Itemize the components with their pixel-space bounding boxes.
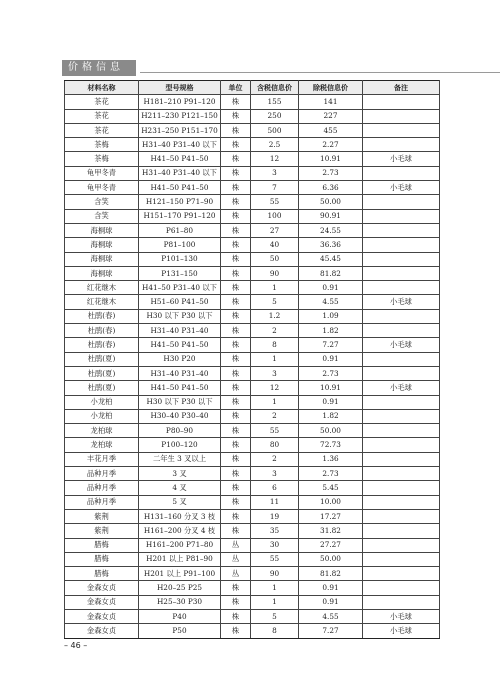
cell-price-with-tax: 1.2: [251, 309, 299, 323]
cell-remark: 小毛球: [363, 381, 440, 395]
cell-remark: [363, 409, 440, 423]
cell-price-with-tax: 90: [251, 266, 299, 280]
cell-spec: P81–100: [139, 238, 221, 252]
table-row: [65, 166, 440, 180]
cell-remark: [363, 266, 440, 280]
cell-spec: H30–40 P30–40: [139, 409, 221, 423]
cell-material-name: 杜鹃(夏): [65, 366, 139, 380]
cell-unit: 株: [221, 595, 251, 609]
cell-price-with-tax: 40: [251, 238, 299, 252]
cell-price-with-tax: 2: [251, 324, 299, 338]
cell-material-name: 金森女贞: [65, 609, 139, 623]
cell-price-without-tax: 50.00: [299, 195, 363, 209]
cell-spec: H30 以下 P30 以下: [139, 309, 221, 323]
table-header-row: [65, 81, 440, 95]
cell-spec: 二年生 3 叉以上: [139, 452, 221, 466]
table-row: [65, 266, 440, 280]
cell-material-name: 含笑: [65, 209, 139, 223]
table-row: [65, 424, 440, 438]
cell-price-without-tax: 0.91: [299, 595, 363, 609]
cell-unit: 株: [221, 366, 251, 380]
cell-spec: 4 叉: [139, 481, 221, 495]
cell-spec: 3 叉: [139, 467, 221, 481]
table-row: [65, 366, 440, 380]
cell-material-name: 紫荆: [65, 524, 139, 538]
cell-price-with-tax: 500: [251, 123, 299, 137]
cell-price-with-tax: 1: [251, 581, 299, 595]
cell-price-with-tax: 8: [251, 338, 299, 352]
table-row: [65, 409, 440, 423]
cell-price-with-tax: 7: [251, 181, 299, 195]
cell-unit: 株: [221, 152, 251, 166]
cell-remark: [363, 352, 440, 366]
table-row: [65, 223, 440, 237]
table-row: [65, 252, 440, 266]
cell-spec: P80–90: [139, 424, 221, 438]
table-row: [65, 195, 440, 209]
table-row: [65, 452, 440, 466]
cell-price-without-tax: 5.45: [299, 481, 363, 495]
cell-material-name: 品种月季: [65, 481, 139, 495]
cell-remark: 小毛球: [363, 295, 440, 309]
table-row: [65, 309, 440, 323]
cell-spec: H201 以上 P81–90: [139, 552, 221, 566]
cell-unit: 株: [221, 209, 251, 223]
cell-remark: [363, 209, 440, 223]
cell-material-name: 红花继木: [65, 295, 139, 309]
cell-spec: H201 以上 P91–100: [139, 567, 221, 581]
table-row: [65, 581, 440, 595]
cell-price-with-tax: 2: [251, 409, 299, 423]
cell-unit: 株: [221, 281, 251, 295]
cell-spec: H41–50 P41–50: [139, 152, 221, 166]
cell-spec: H211–230 P121–150: [139, 109, 221, 123]
cell-remark: [363, 238, 440, 252]
cell-remark: [363, 123, 440, 137]
cell-remark: [363, 395, 440, 409]
table-row: [65, 209, 440, 223]
cell-unit: 株: [221, 395, 251, 409]
cell-unit: 丛: [221, 567, 251, 581]
cell-price-without-tax: 10.00: [299, 495, 363, 509]
header-unit: 单位: [221, 81, 251, 95]
table-row: [65, 324, 440, 338]
cell-price-with-tax: 90: [251, 567, 299, 581]
table-row: [65, 281, 440, 295]
cell-remark: [363, 509, 440, 523]
table-row: [65, 495, 440, 509]
cell-price-without-tax: 31.82: [299, 524, 363, 538]
cell-unit: 株: [221, 338, 251, 352]
cell-spec: H181–210 P91–120: [139, 95, 221, 109]
table-row: [65, 567, 440, 581]
header-price-without-tax: 除税信息价: [299, 81, 363, 95]
cell-unit: 株: [221, 381, 251, 395]
cell-spec: H31–40 P31–40 以下: [139, 166, 221, 180]
cell-price-without-tax: 7.27: [299, 624, 363, 638]
cell-price-with-tax: 35: [251, 524, 299, 538]
page-number: – 46 –: [64, 641, 88, 650]
cell-material-name: 龟甲冬青: [65, 166, 139, 180]
header-remark: 备注: [363, 81, 440, 95]
cell-price-with-tax: 2.5: [251, 138, 299, 152]
table-row: [65, 138, 440, 152]
cell-remark: [363, 552, 440, 566]
cell-price-with-tax: 2: [251, 452, 299, 466]
cell-remark: [363, 424, 440, 438]
table-row: [65, 524, 440, 538]
cell-material-name: 茶花: [65, 123, 139, 137]
table-row: [65, 152, 440, 166]
cell-remark: [363, 467, 440, 481]
cell-remark: [363, 166, 440, 180]
cell-spec: H121–150 P71–90: [139, 195, 221, 209]
cell-price-without-tax: 17.27: [299, 509, 363, 523]
cell-remark: [363, 524, 440, 538]
table-row: [65, 352, 440, 366]
cell-material-name: 紫荆: [65, 509, 139, 523]
cell-material-name: 品种月季: [65, 467, 139, 481]
header-material-name: 材料名称: [65, 81, 139, 95]
cell-price-without-tax: 455: [299, 123, 363, 137]
cell-remark: [363, 481, 440, 495]
table-row: [65, 238, 440, 252]
cell-remark: [363, 538, 440, 552]
cell-price-with-tax: 11: [251, 495, 299, 509]
table-row: [65, 181, 440, 195]
cell-spec: H41–50 P31–40 以下: [139, 281, 221, 295]
cell-unit: 株: [221, 266, 251, 280]
cell-unit: 株: [221, 624, 251, 638]
cell-spec: H31–40 P31–40: [139, 324, 221, 338]
cell-price-without-tax: 0.91: [299, 395, 363, 409]
cell-material-name: 海桐球: [65, 266, 139, 280]
cell-spec: H30 P20: [139, 352, 221, 366]
cell-spec: H161–200 P71–80: [139, 538, 221, 552]
cell-unit: 株: [221, 524, 251, 538]
table-row: [65, 338, 440, 352]
cell-price-with-tax: 12: [251, 381, 299, 395]
section-header: [62, 60, 442, 80]
cell-price-with-tax: 250: [251, 109, 299, 123]
cell-price-without-tax: 90.91: [299, 209, 363, 223]
cell-remark: [363, 438, 440, 452]
cell-remark: [363, 138, 440, 152]
cell-spec: H31–40 P31–40 以下: [139, 138, 221, 152]
table-row: [65, 609, 440, 623]
cell-remark: [363, 195, 440, 209]
table-row: [65, 509, 440, 523]
cell-spec: 5 叉: [139, 495, 221, 509]
cell-remark: [363, 95, 440, 109]
cell-material-name: 腊梅: [65, 552, 139, 566]
cell-price-with-tax: 1: [251, 281, 299, 295]
cell-unit: 株: [221, 581, 251, 595]
cell-price-without-tax: 10.91: [299, 381, 363, 395]
cell-material-name: 海桐球: [65, 238, 139, 252]
cell-material-name: 茶花: [65, 95, 139, 109]
cell-remark: [363, 567, 440, 581]
cell-price-with-tax: 27: [251, 223, 299, 237]
cell-price-with-tax: 1: [251, 595, 299, 609]
cell-price-without-tax: 2.73: [299, 467, 363, 481]
cell-unit: 株: [221, 495, 251, 509]
cell-remark: [363, 595, 440, 609]
cell-unit: 株: [221, 295, 251, 309]
cell-unit: 株: [221, 223, 251, 237]
cell-unit: 株: [221, 123, 251, 137]
cell-unit: 株: [221, 438, 251, 452]
cell-unit: 株: [221, 195, 251, 209]
cell-material-name: 海桐球: [65, 223, 139, 237]
cell-spec: H231–250 P151–170: [139, 123, 221, 137]
cell-unit: 株: [221, 324, 251, 338]
cell-price-with-tax: 30: [251, 538, 299, 552]
cell-material-name: 杜鹃(春): [65, 309, 139, 323]
cell-unit: 株: [221, 252, 251, 266]
cell-price-without-tax: 50.00: [299, 424, 363, 438]
cell-remark: 小毛球: [363, 624, 440, 638]
table-row: [65, 381, 440, 395]
cell-price-with-tax: 55: [251, 552, 299, 566]
cell-unit: 株: [221, 238, 251, 252]
cell-unit: 株: [221, 452, 251, 466]
cell-spec: P61–80: [139, 223, 221, 237]
cell-spec: H41–50 P41–50: [139, 181, 221, 195]
cell-price-without-tax: 0.91: [299, 281, 363, 295]
cell-unit: 株: [221, 95, 251, 109]
cell-unit: 株: [221, 352, 251, 366]
cell-price-with-tax: 1: [251, 352, 299, 366]
cell-spec: P40: [139, 609, 221, 623]
cell-material-name: 腊梅: [65, 538, 139, 552]
cell-remark: 小毛球: [363, 181, 440, 195]
cell-spec: P100–120: [139, 438, 221, 452]
cell-remark: [363, 281, 440, 295]
cell-material-name: 金森女贞: [65, 581, 139, 595]
cell-price-with-tax: 6: [251, 481, 299, 495]
table-row: [65, 595, 440, 609]
cell-remark: [363, 223, 440, 237]
table-row: [65, 481, 440, 495]
cell-price-with-tax: 1: [251, 395, 299, 409]
cell-unit: 丛: [221, 538, 251, 552]
cell-material-name: 海桐球: [65, 252, 139, 266]
cell-price-without-tax: 81.82: [299, 567, 363, 581]
cell-price-with-tax: 100: [251, 209, 299, 223]
cell-material-name: 腊梅: [65, 567, 139, 581]
header-price-with-tax: 含税信息价: [251, 81, 299, 95]
cell-material-name: 杜鹃(夏): [65, 352, 139, 366]
table-row: [65, 538, 440, 552]
cell-spec: H131–160 分叉 3 枝: [139, 509, 221, 523]
table-row: [65, 552, 440, 566]
cell-material-name: 茶梅: [65, 138, 139, 152]
table-row: [65, 123, 440, 137]
price-table: [64, 80, 440, 639]
table-row: [65, 395, 440, 409]
cell-material-name: 龟甲冬青: [65, 181, 139, 195]
cell-remark: 小毛球: [363, 152, 440, 166]
cell-material-name: 茶花: [65, 109, 139, 123]
cell-unit: 株: [221, 609, 251, 623]
cell-price-with-tax: 55: [251, 195, 299, 209]
cell-remark: [363, 309, 440, 323]
cell-remark: [363, 324, 440, 338]
cell-remark: [363, 452, 440, 466]
cell-price-with-tax: 50: [251, 252, 299, 266]
cell-price-with-tax: 3: [251, 467, 299, 481]
cell-material-name: 金森女贞: [65, 624, 139, 638]
cell-spec: H20–25 P25: [139, 581, 221, 595]
cell-material-name: 杜鹃(春): [65, 324, 139, 338]
cell-material-name: 杜鹃(春): [65, 338, 139, 352]
cell-price-without-tax: 4.55: [299, 609, 363, 623]
cell-remark: 小毛球: [363, 609, 440, 623]
cell-price-without-tax: 24.55: [299, 223, 363, 237]
cell-price-with-tax: 3: [251, 166, 299, 180]
cell-material-name: 红花继木: [65, 281, 139, 295]
cell-material-name: 丰花月季: [65, 452, 139, 466]
cell-price-without-tax: 227: [299, 109, 363, 123]
cell-spec: H25–30 P30: [139, 595, 221, 609]
cell-price-without-tax: 50.00: [299, 552, 363, 566]
cell-remark: [363, 252, 440, 266]
cell-spec: H151–170 P91–120: [139, 209, 221, 223]
cell-price-with-tax: 155: [251, 95, 299, 109]
cell-price-without-tax: 1.82: [299, 409, 363, 423]
table-row: [65, 438, 440, 452]
cell-price-without-tax: 1.36: [299, 452, 363, 466]
cell-price-without-tax: 45.45: [299, 252, 363, 266]
cell-price-without-tax: 1.82: [299, 324, 363, 338]
cell-price-with-tax: 8: [251, 624, 299, 638]
cell-spec: H51–60 P41–50: [139, 295, 221, 309]
cell-material-name: 品种月季: [65, 495, 139, 509]
cell-unit: 株: [221, 109, 251, 123]
cell-price-with-tax: 80: [251, 438, 299, 452]
cell-unit: 株: [221, 409, 251, 423]
cell-price-with-tax: 5: [251, 295, 299, 309]
cell-spec: H41–50 P41–50: [139, 338, 221, 352]
table-row: [65, 109, 440, 123]
header-spec: 型号规格: [139, 81, 221, 95]
cell-price-without-tax: 2.73: [299, 366, 363, 380]
cell-unit: 株: [221, 181, 251, 195]
cell-price-without-tax: 36.36: [299, 238, 363, 252]
cell-price-with-tax: 3: [251, 366, 299, 380]
cell-material-name: 含笑: [65, 195, 139, 209]
cell-spec: H30 以下 P30 以下: [139, 395, 221, 409]
cell-price-without-tax: 4.55: [299, 295, 363, 309]
cell-unit: 株: [221, 467, 251, 481]
table-row: [65, 624, 440, 638]
cell-price-without-tax: 7.27: [299, 338, 363, 352]
cell-price-with-tax: 5: [251, 609, 299, 623]
cell-price-without-tax: 10.91: [299, 152, 363, 166]
cell-material-name: 茶梅: [65, 152, 139, 166]
cell-material-name: 金森女贞: [65, 595, 139, 609]
cell-spec: P50: [139, 624, 221, 638]
cell-material-name: 龙柏球: [65, 424, 139, 438]
cell-material-name: 小龙柏: [65, 409, 139, 423]
cell-spec: H31–40 P31–40: [139, 366, 221, 380]
table-row: [65, 95, 440, 109]
cell-spec: H161–200 分叉 4 枝: [139, 524, 221, 538]
cell-unit: 株: [221, 138, 251, 152]
cell-price-without-tax: 72.73: [299, 438, 363, 452]
cell-price-without-tax: 0.91: [299, 581, 363, 595]
cell-price-without-tax: 27.27: [299, 538, 363, 552]
cell-remark: 小毛球: [363, 338, 440, 352]
cell-price-with-tax: 55: [251, 424, 299, 438]
cell-price-with-tax: 12: [251, 152, 299, 166]
cell-remark: [363, 109, 440, 123]
section-title: 价格信息: [62, 60, 136, 76]
cell-unit: 株: [221, 166, 251, 180]
cell-spec: P131–150: [139, 266, 221, 280]
cell-price-without-tax: 81.82: [299, 266, 363, 280]
section-divider: [140, 72, 500, 73]
table-row: [65, 295, 440, 309]
cell-price-with-tax: 19: [251, 509, 299, 523]
cell-unit: 株: [221, 509, 251, 523]
cell-price-without-tax: 141: [299, 95, 363, 109]
table-row: [65, 467, 440, 481]
cell-remark: [363, 366, 440, 380]
table-body: [65, 95, 440, 638]
cell-spec: H41–50 P41–50: [139, 381, 221, 395]
cell-remark: [363, 581, 440, 595]
cell-material-name: 龙柏球: [65, 438, 139, 452]
cell-unit: 丛: [221, 552, 251, 566]
cell-material-name: 小龙柏: [65, 395, 139, 409]
cell-price-without-tax: 2.73: [299, 166, 363, 180]
cell-unit: 株: [221, 309, 251, 323]
cell-price-without-tax: 0.91: [299, 352, 363, 366]
cell-price-without-tax: 2.27: [299, 138, 363, 152]
cell-spec: P101–130: [139, 252, 221, 266]
cell-unit: 株: [221, 481, 251, 495]
cell-material-name: 杜鹃(夏): [65, 381, 139, 395]
cell-price-without-tax: 1.09: [299, 309, 363, 323]
cell-unit: 株: [221, 424, 251, 438]
cell-price-without-tax: 6.36: [299, 181, 363, 195]
cell-remark: [363, 495, 440, 509]
